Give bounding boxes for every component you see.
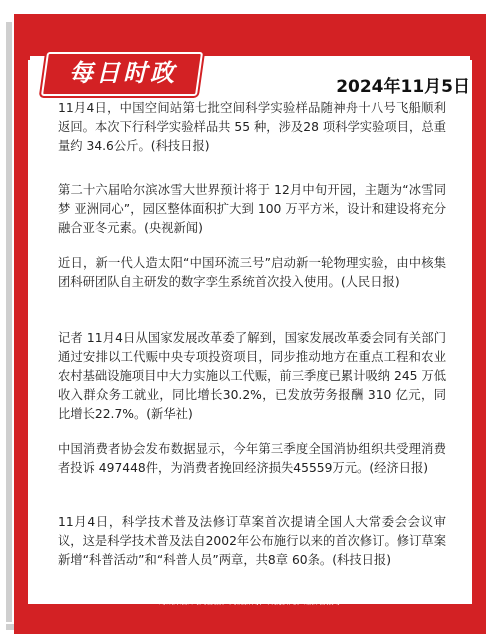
frame-shadow-left xyxy=(6,22,12,622)
footer-sources: 时政来源:人民日报、央视新闻、科技新闻、经济日报等 xyxy=(158,597,342,606)
news-item: 记者 11月4日从国家发展改革委了解到，国家发展改革委会同有关部门通过安排以工代赈中央专项投资项目，同步推动地方在重点工程和农业农村基础设施项目中大力实施以工代赈，前三季度已累计吸纳 245 万低收入群众务工就业，同比增长30.2%，已发放劳务报酬 310 亿元，同比增长22.7%。(新华社) xyxy=(58,331,446,421)
news-item: 近日，新一代人造太阳“中国环流三号”启动新一轮物理实验，由中核集团科研团队自主研发的数字孪生系统首次投入使用。(人民日报) xyxy=(58,256,446,289)
news-item: 中国消费者协会发布数据显示，今年第三季度全国消协组织共受理消费者投诉 497448件，为消费者挽回经济损失45559万元。(经济日报) xyxy=(58,442,446,475)
frame-border-left xyxy=(14,14,28,634)
frame-border-bottom xyxy=(14,604,486,634)
issue-date: 2024年11月5日 xyxy=(336,77,470,97)
news-item: 11月4日，科学技术普及法修订草案首次提请全国人大常委会会议审议，这是科学技术普及法自2002年公布施行以来的首次修订。修订草案新增“科普活动”和“科普人员”两章，共8章 60条。(科技日报) xyxy=(58,515,446,567)
page-title: 每日时政 xyxy=(69,59,177,87)
news-item: 第二十六届哈尔滨冰雪大世界预计将于 12月中旬开园，主题为“冰雪同梦 亚洲同心”，园区整体面积扩大到 100 万平方米，设计和建设将充分融合亚冬元素。(央视新闻) xyxy=(58,183,446,235)
news-item: 11月4日，中国空间站第七批空间科学实验样品随神舟十八号飞船顺利返回。本次下行科学实验样品共 55 种，涉及28 项科学实验项目，总重量约 34.6公斤。(科技日报) xyxy=(58,101,446,153)
frame-border-right xyxy=(472,14,486,622)
